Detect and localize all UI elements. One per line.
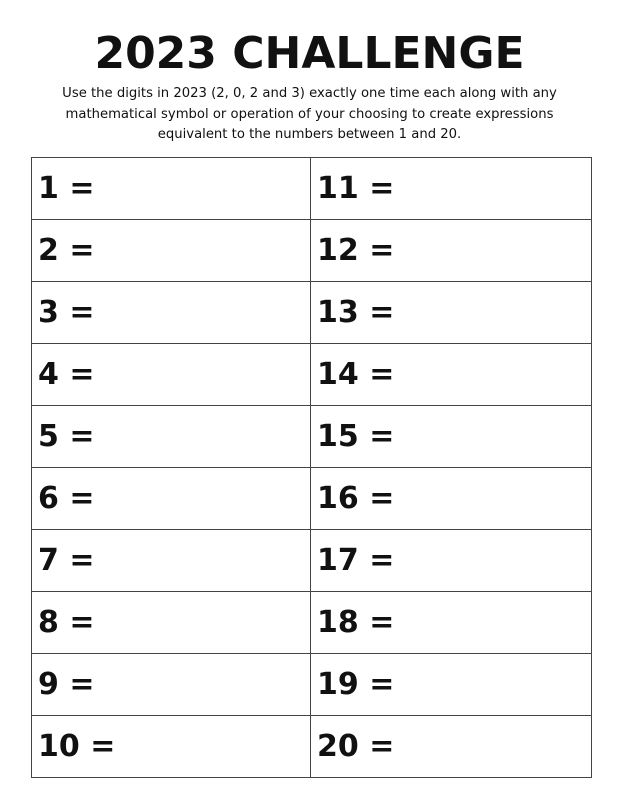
answer-cell-13[interactable]: 13 = [311, 282, 592, 344]
grid-row [32, 406, 592, 468]
answer-cell-18[interactable]: 18 = [311, 592, 592, 654]
answer-cell-19[interactable]: 19 = [311, 654, 592, 716]
answer-cell-6[interactable]: 6 = [32, 468, 311, 530]
answer-grid [31, 157, 592, 778]
grid-row [32, 344, 592, 406]
answer-cell-10[interactable]: 10 = [32, 716, 311, 778]
answer-cell-11[interactable]: 11 = [311, 158, 592, 220]
answer-cell-1[interactable]: 1 = [32, 158, 311, 220]
answer-cell-3[interactable]: 3 = [32, 282, 311, 344]
instructions [44, 84, 575, 146]
grid-row [32, 530, 592, 592]
answer-cell-9[interactable]: 9 = [32, 654, 311, 716]
instructions-line: Use the digits in 2023 (2, 0, 2 and 3) exactly one time each along with any [62, 86, 557, 101]
grid-row [32, 592, 592, 654]
answer-cell-8[interactable]: 8 = [32, 592, 311, 654]
instructions-line: mathematical symbol or operation of your choosing to create expressions [65, 106, 554, 122]
answer-cell-15[interactable]: 15 = [311, 406, 592, 468]
grid-row [32, 468, 592, 530]
grid-row [32, 282, 592, 344]
grid-row [32, 654, 592, 716]
grid-row [32, 158, 592, 220]
answer-cell-14[interactable]: 14 = [311, 344, 592, 406]
answer-cell-20[interactable]: 20 = [311, 716, 592, 778]
answer-cell-16[interactable]: 16 = [311, 468, 592, 530]
answer-cell-7[interactable]: 7 = [32, 530, 311, 592]
answer-cell-4[interactable]: 4 = [32, 344, 311, 406]
instructions-line: equivalent to the numbers between 1 and 20. [157, 127, 462, 142]
answer-cell-12[interactable]: 12 = [311, 220, 592, 282]
page-title: 2023 CHALLENGE [94, 28, 525, 79]
grid-row [32, 220, 592, 282]
answer-cell-5[interactable]: 5 = [32, 406, 311, 468]
answer-cell-17[interactable]: 17 = [311, 530, 592, 592]
grid-row [32, 716, 592, 778]
answer-cell-2[interactable]: 2 = [32, 220, 311, 282]
